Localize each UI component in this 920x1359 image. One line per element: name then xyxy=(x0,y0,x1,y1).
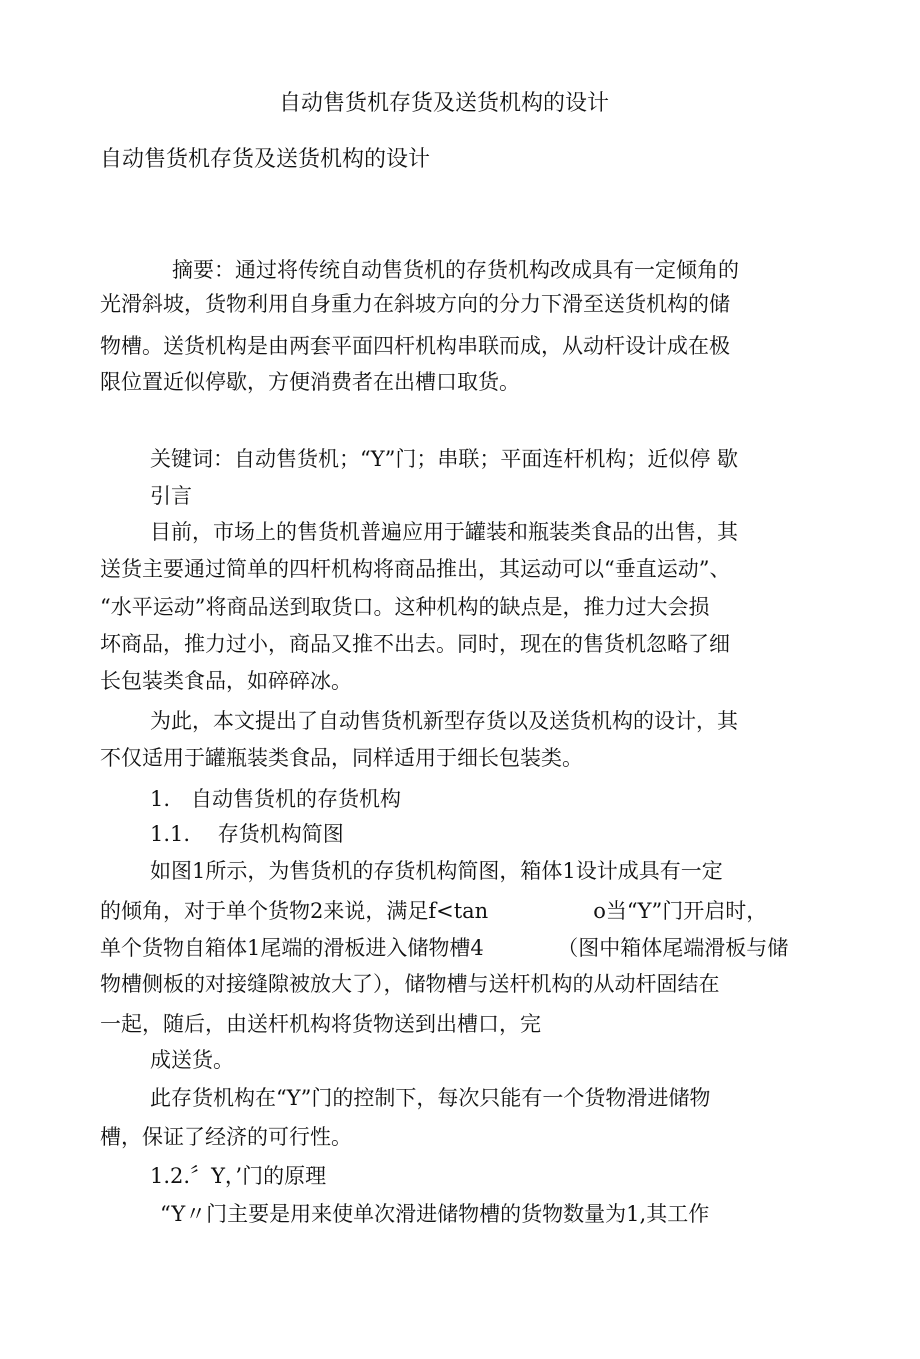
body-line: 单个货物自箱体1尾端的滑板进入储物槽4 （图中箱体尾端滑板与储 xyxy=(100,936,789,960)
keywords-line: 关键词：自动售货机；“Y”门；串联；平面连杆机构；近似停 歇 xyxy=(150,447,739,471)
subsection-heading: 1.1. 存货机构简图 xyxy=(150,822,344,846)
body-line: 如图1所示，为售货机的存货机构简图，箱体1设计成具有一定 xyxy=(150,859,723,883)
body-line: 一起，随后，由送杆机构将货物送到出槽口，完 xyxy=(100,1012,541,1036)
abstract-line: 摘要：通过将传统自动售货机的存货机构改成具有一定倾角的 xyxy=(172,258,739,282)
body-line: 槽，保证了经济的可行性。 xyxy=(100,1125,352,1149)
abstract-line: 物槽。送货机构是由两套平面四杆机构串联而成，从动杆设计成在极 xyxy=(100,334,730,358)
body-line: “水平运动”将商品送到取货口。这种机构的缺点是，推力过大会损 xyxy=(100,595,710,619)
section-heading: 1. 自动售货机的存货机构 xyxy=(150,787,402,811)
subsection-heading: 1.2.〞Y，’门的原理 xyxy=(150,1164,327,1188)
body-line: 送货主要通过简单的四杆机构将商品推出，其运动可以“垂直运动”、 xyxy=(100,557,731,581)
body-line: 长包装类食品，如碎碎冰。 xyxy=(100,669,352,693)
abstract-line: 限位置近似停歇，方便消费者在出槽口取货。 xyxy=(100,370,520,394)
body-line: 物槽侧板的对接缝隙被放大了），储物槽与送杆机构的从动杆固结在 xyxy=(100,972,720,996)
body-line: 不仅适用于罐瓶装类食品，同样适用于细长包装类。 xyxy=(100,746,583,770)
heading-title: 自动售货机存货及送货机构的设计 xyxy=(100,147,431,172)
body-line: 目前，市场上的售货机普遍应用于罐装和瓶装类食品的出售，其 xyxy=(150,520,738,544)
body-line: 坏商品，推力过小，商品又推不出去。同时，现在的售货机忽略了细 xyxy=(100,632,730,656)
centered-title: 自动售货机存货及送货机构的设计 xyxy=(279,91,610,116)
body-line: 成送货。 xyxy=(150,1048,234,1072)
body-line: 的倾角，对于单个货物2来说，满足f<tan o当“Y”门开启时， xyxy=(100,899,768,923)
body-line: “Y〃门主要是用来使单次滑进储物槽的货物数量为1,其工作 xyxy=(160,1202,710,1226)
section-heading-introduction: 引言 xyxy=(150,484,192,508)
abstract-line: 光滑斜坡，货物利用自身重力在斜坡方向的分力下滑至送货机构的储 xyxy=(100,292,730,316)
body-line: 此存货机构在“Y”门的控制下，每次只能有一个货物滑进储物 xyxy=(150,1086,711,1110)
body-line: 为此，本文提出了自动售货机新型存货以及送货机构的设计，其 xyxy=(150,709,738,733)
